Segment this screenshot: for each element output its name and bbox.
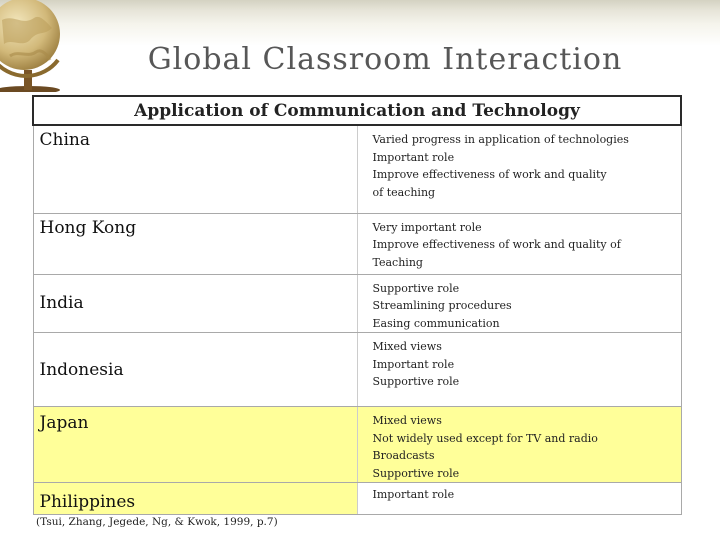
notes-cell <box>357 333 681 407</box>
country-table <box>32 95 682 515</box>
country-cell: India <box>33 274 357 333</box>
globe-icon <box>0 0 82 92</box>
citation: (Tsui, Zhang, Jegede, Ng, & Kwok, 1999, p.7) <box>36 516 278 528</box>
country-cell: China <box>33 125 357 213</box>
country-cell: Japan <box>33 407 357 483</box>
note-line: Varied progress in application of technologies <box>372 133 629 146</box>
note-line: Mixed views <box>372 414 442 427</box>
country-cell: Hong Kong <box>33 213 357 274</box>
note-line: Teaching <box>372 255 423 269</box>
note-line: Easing communication <box>372 316 500 330</box>
note-line: Important role <box>372 150 455 164</box>
note-line: Supportive role <box>372 281 460 295</box>
table-row <box>33 213 681 274</box>
table-row <box>33 483 681 515</box>
note-line: of teaching <box>372 185 436 199</box>
notes-cell <box>357 407 681 483</box>
slide-title: Global Classroom Interaction <box>147 42 623 77</box>
note-line: Important role <box>372 357 455 371</box>
notes-cell <box>357 274 681 333</box>
note-line: Important role <box>372 488 455 501</box>
note-line: Not widely used except for TV and radio <box>372 431 598 445</box>
table-row <box>33 333 681 407</box>
table-row <box>33 125 681 213</box>
note-line: Improve effectiveness of work and quality of <box>372 238 621 251</box>
notes-cell <box>357 125 681 213</box>
country-cell: Philippines <box>33 483 357 515</box>
note-line: Mixed views <box>372 340 442 353</box>
note-line: Improve effectiveness of work and quality <box>372 168 607 181</box>
note-line: Broadcasts <box>372 449 435 462</box>
table-header-row <box>33 96 681 125</box>
note-line: Very important role <box>372 220 482 234</box>
notes-cell <box>357 483 681 515</box>
table-row <box>33 407 681 483</box>
table-row <box>33 274 681 333</box>
note-line: Supportive role <box>372 466 460 480</box>
note-line: Streamlining procedures <box>372 299 512 312</box>
notes-cell <box>357 213 681 274</box>
note-line: Supportive role <box>372 375 460 388</box>
table-title: Application of Communication and Technology <box>33 96 681 125</box>
country-cell: Indonesia <box>33 333 357 407</box>
